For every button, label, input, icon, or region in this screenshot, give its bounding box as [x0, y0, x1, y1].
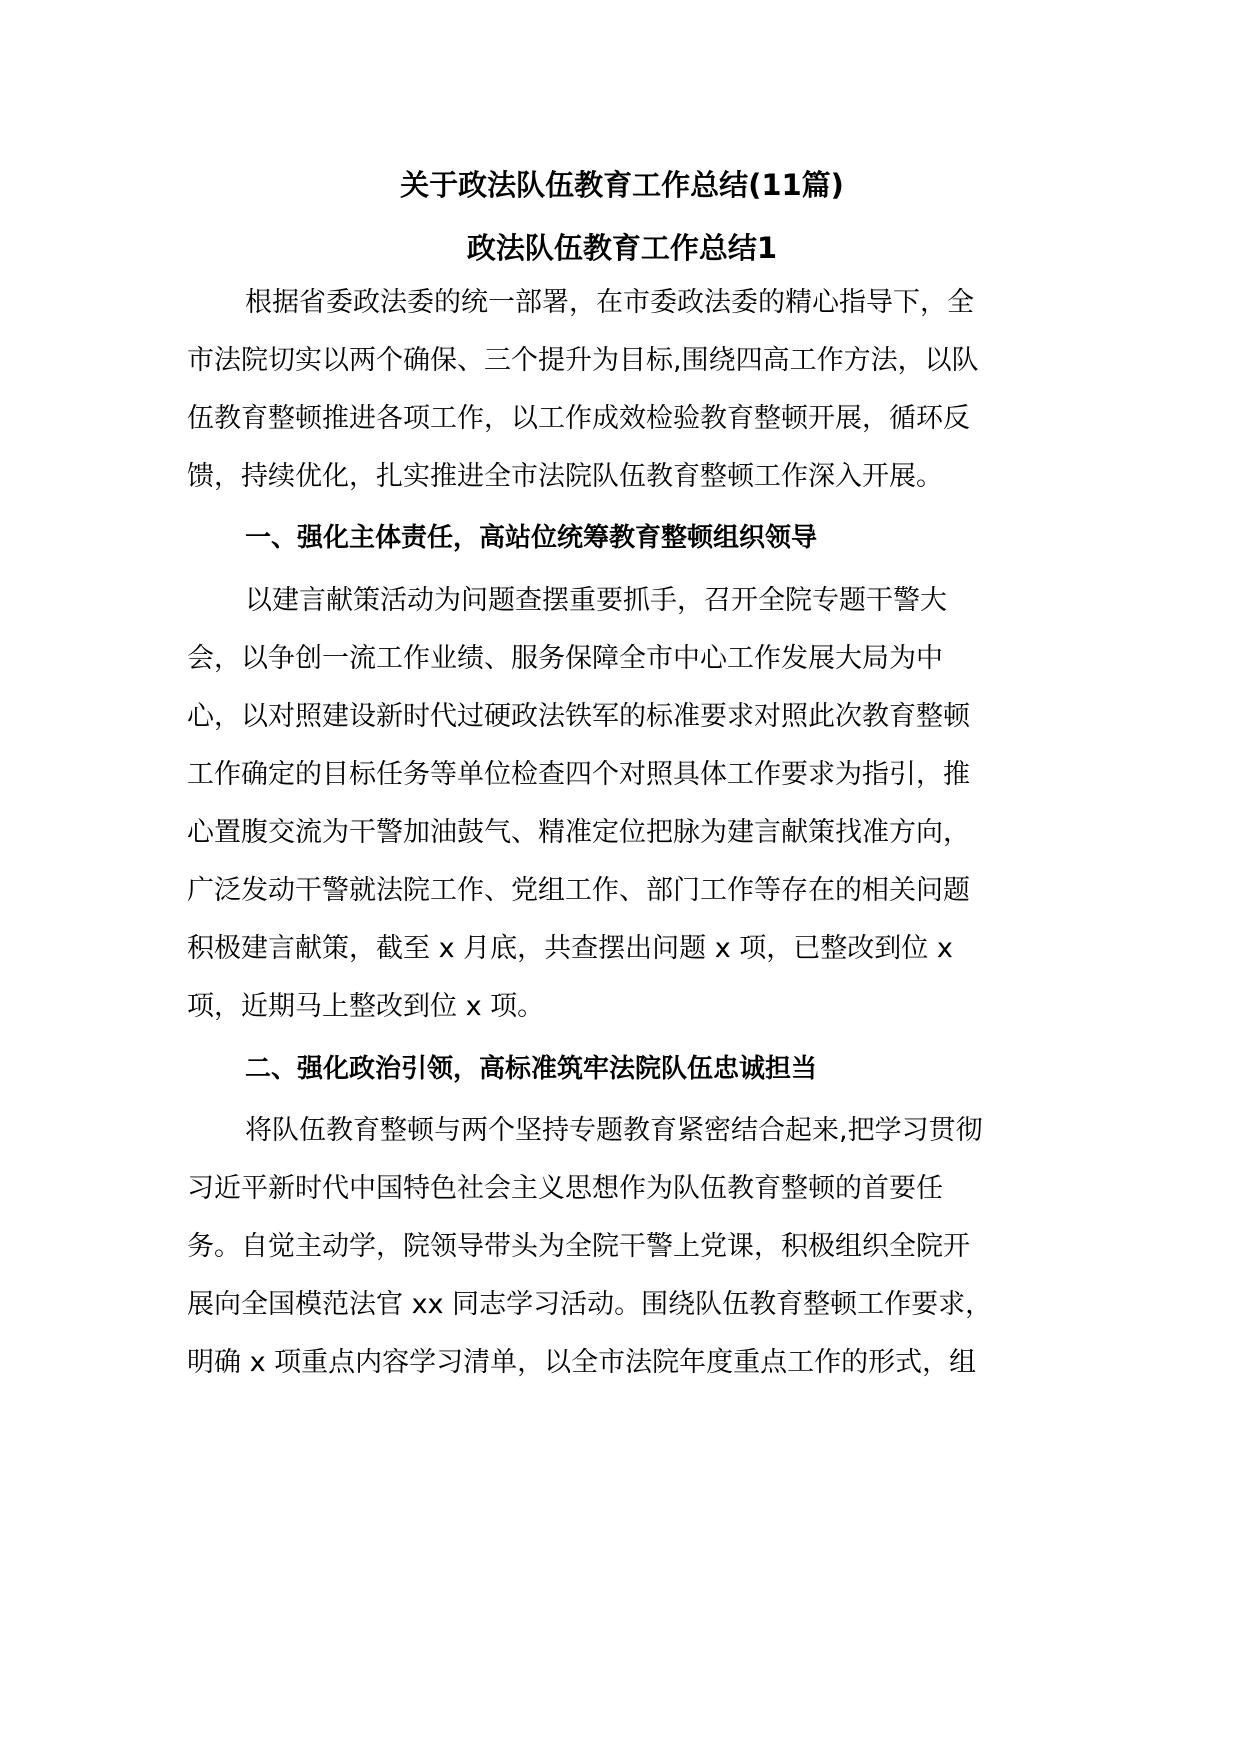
text-line: 心置腹交流为干警加油鼓气、精准定位把脉为建言献策找准方向，: [187, 817, 970, 848]
text-line: 馈，持续优化，扎实推进全市法院队伍教育整顿工作深入开展。: [187, 461, 943, 492]
text-line: 项，近期马上整改到位 x 项。: [187, 991, 545, 1022]
text-line: 将队伍教育整顿与两个坚持专题教育紧密结合起来,把学习贯彻: [245, 1115, 983, 1146]
text-line: 习近平新时代中国特色社会主义思想作为队伍教育整顿的首要任: [187, 1173, 943, 1204]
text-line: 伍教育整顿推进各项工作，以工作成效检验教育整顿开展，循环反: [187, 403, 970, 434]
section-heading-1: 一、强化主体责任，高站位统筹教育整顿组织领导: [245, 523, 818, 553]
text-line: 市法院切实以两个确保、三个提升为目标,围绕四高工作方法，以队: [187, 345, 979, 376]
text-line: 务。自觉主动学，院领导带头为全院干警上党课，积极组织全院开: [187, 1231, 970, 1262]
text-line: 积极建言献策，截至 x 月底，共查摆出问题 x 项，已整改到位 x: [187, 933, 953, 964]
text-line: 以建言献策活动为问题查摆重要抓手，召开全院专题干警大: [245, 585, 947, 616]
text-line: 展向全国模范法官 xx 同志学习活动。围绕队伍教育整顿工作要求，: [187, 1289, 993, 1320]
text-line: 明确 x 项重点内容学习清单，以全市法院年度重点工作的形式，组: [187, 1347, 977, 1378]
section-heading-2: 二、强化政治引领，高标准筑牢法院队伍忠诚担当: [245, 1054, 818, 1084]
document-title: 关于政法队伍教育工作总结(11篇): [400, 168, 844, 202]
text-line: 心，以对照建设新时代过硬政法铁军的标准要求对照此次教育整顿: [187, 701, 970, 732]
text-line: 根据省委政法委的统一部署，在市委政法委的精心指导下，全: [245, 287, 974, 318]
text-line: 广泛发动干警就法院工作、党组工作、部门工作等存在的相关问题: [187, 875, 970, 906]
document-subtitle: 政法队伍教育工作总结1: [466, 231, 778, 265]
text-line: 工作确定的目标任务等单位检查四个对照具体工作要求为指引，推: [187, 759, 970, 790]
text-line: 会，以争创一流工作业绩、服务保障全市中心工作发展大局为中: [187, 643, 943, 674]
